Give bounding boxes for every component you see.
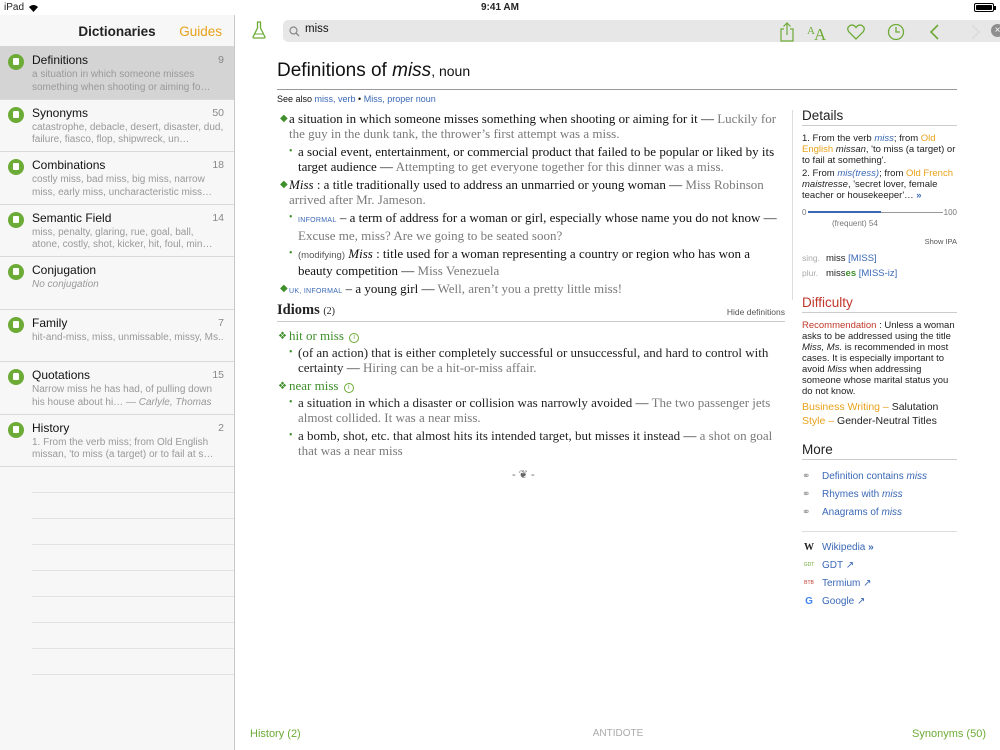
forward-arrow-icon[interactable] [964,21,988,43]
info-icon[interactable]: i [349,333,359,343]
definition-example: Excuse me, miss? Are we going to be seated soon? [298,228,563,243]
definition-example: Hiring can be a hit-or-miss affair. [362,360,537,375]
external-links [802,531,957,610]
frequency-fill [808,211,881,213]
sidebar-item-preview: No conjugation [32,279,99,290]
style-row[interactable] [802,414,957,428]
headword: miss [392,60,432,81]
frequency-max: 100 [943,208,957,217]
sidebar-item-count: 7 [218,316,224,329]
sidebar-item-family[interactable] [0,310,234,363]
definition-lead: Miss [348,246,373,261]
singular-label: sing. [802,253,820,263]
status-time: 9:41 AM [481,2,519,13]
etymology-2 [802,168,957,201]
style-label: Style – [802,415,838,427]
idiom-title[interactable] [277,328,787,343]
etym-text: 1. From the verb [802,133,875,144]
recommendation-text: when addressing someone whose marital status you do not know. [802,364,949,397]
sidebar-item-preview: catastrophe, debacle, desert, disaster, dud, failure, fiasco, flop, shipwreck, un… [32,121,224,145]
frequency-min: 0 [802,208,807,217]
sidebar-item-count: 18 [212,159,224,171]
book-icon [8,369,24,385]
idiom-text: near miss [289,378,339,393]
more-heading: More [802,444,957,460]
empty-row [32,519,234,545]
sidebar-item-history[interactable] [0,415,234,468]
usage-tag[interactable]: UK, INFORMAL [289,288,343,295]
sidebar-item-count: 2 [218,421,224,434]
dot-bullet-icon: • [289,347,293,358]
app-name: ANTIDOTE [592,728,644,739]
sidebar-item-label: Quotations [32,368,91,382]
book-icon [8,264,24,280]
show-ipa-button[interactable]: Show IPA [924,237,957,246]
recommendation-text: : Unless a woman asks to be addressed using the title [802,320,955,342]
link-suffix: ↗ [854,595,866,607]
business-writing-row[interactable] [802,400,957,414]
dot-bullet-icon: • [289,248,293,259]
title-divider [277,89,957,90]
empty-row [32,571,234,597]
link-suffix: ↗ [842,559,855,571]
idiom-definition[interactable] [286,395,787,425]
history-button[interactable]: History (2) [250,728,301,740]
empty-row [32,649,234,675]
hide-definitions-button[interactable]: Hide definitions [726,307,785,317]
book-icon [8,159,24,175]
sidebar-item-definitions[interactable] [0,47,234,100]
gdt-icon: GDT [803,561,815,568]
sidebar-item-label: Family [32,315,68,330]
sidebar-item-combinations[interactable] [0,152,234,205]
see-also [277,94,436,104]
difficulty-heading: Difficulty [802,297,957,313]
rhymes-with-link[interactable] [802,485,957,503]
style-value: Gender-Neutral Titles [837,415,937,427]
singular-word: miss [826,253,846,264]
diamond-bullet-icon: ◆ [280,113,288,124]
definitions-list [277,111,787,302]
book-icon [8,212,24,228]
book-icon [8,107,24,123]
termium-icon: BTB [804,579,814,586]
singular-row [802,251,957,266]
device-label: iPad [4,2,25,13]
google-link[interactable] [802,592,957,610]
frequency-label: (frequent) [832,219,867,228]
binoculars-icon: ⚭ [802,506,811,518]
sidebar-item-semantic-field[interactable] [0,205,234,258]
empty-row [32,493,234,519]
sidebar-item-preview [32,384,224,409]
empty-row [32,597,234,623]
sidebar-item-count: 50 [212,106,224,119]
end-ornament: - ❦ - [512,469,535,481]
definition-text: (of an action) that is either completely successful or unsuccessful, and hard to control with certainty — [298,345,769,375]
quotation-author: — Carlyle, Thomas [125,396,212,408]
share-icon[interactable] [775,21,799,43]
binoculars-icon: ⚭ [802,470,811,482]
dot-bullet-icon: • [289,397,293,408]
sidebar-item-preview: miss, penalty, glaring, rue, goal, ball, atone, costly, shot, kicker, hit, foul, min… [32,226,213,250]
frequency-value: 54 [868,219,878,228]
link-text: Anagrams of [822,506,882,518]
idioms-label: Idioms [277,302,320,318]
link-em: miss [906,470,928,482]
frequency-readout [832,218,878,229]
definition-example: Miss Venezuela [417,263,500,278]
idioms-list [277,328,787,461]
see-also-label: See also [277,94,315,104]
page-title [277,60,957,82]
empty-row [32,467,234,493]
link-text: Termium [822,577,861,589]
info-icon[interactable]: i [344,383,354,393]
sidebar-item-label: Semantic Field [32,210,112,225]
clock-icon[interactable] [884,21,908,43]
definition-example: a shot on goal that was a near miss [298,428,773,458]
sidebar-item-conjugation[interactable] [0,257,234,310]
difficulty-recommendation [802,320,957,397]
svg-text:A: A [814,25,827,41]
link-em: miss [881,506,903,518]
recommendation-label[interactable]: Recommendation [802,320,877,331]
usage-tag[interactable]: INFORMAL [298,217,337,224]
cross-bullet-icon: ❖ [278,331,287,342]
plural-suffix: es [845,268,857,279]
definition[interactable] [286,210,787,243]
sidebar-item-label: Definitions [32,53,89,67]
diamond-bullet-icon: ◆ [280,179,288,190]
definition-text: a social event, entertainment, or commercial product that failed to be popular or liked by its target audience — [298,144,775,174]
search-input[interactable] [305,23,705,35]
etym-language[interactable]: Old English [802,133,936,155]
definition-lead: Miss [289,177,314,192]
modifier-tag: (modifying) [298,250,345,261]
etym-text: , 'to miss (a target) or to fail at something'. [802,144,956,166]
status-bar [0,0,1000,15]
toolbar [236,15,1000,49]
sidebar-item-preview: 1. From the verb miss; from Old English missan, 'to miss (a target) or to fail at s… [32,436,214,460]
definition-text: a bomb, shot, etc. that almost hits its intended target, but misses it instead — [298,428,700,443]
link-suffix: ↗ [860,577,872,589]
see-also-separator: • [355,94,364,104]
see-also-link-verb[interactable]: miss, verb [314,94,356,104]
definition-example: Attempting to get everyone together for this dinner was a miss. [395,159,724,174]
etym-link[interactable]: miss [874,133,894,144]
etymology-1 [802,133,957,166]
definition-text: – a young girl — [342,281,438,296]
wikipedia-icon: W [804,541,814,553]
plural-stem: miss [826,268,846,279]
link-text: Definition contains [822,470,907,482]
back-arrow-icon[interactable] [922,21,946,43]
dot-bullet-icon: • [289,430,293,441]
clear-search-icon[interactable]: × [991,24,1000,37]
etym-text: , 'secret lover, female teacher or housekeeper'… [802,179,938,201]
definition-example: Miss Robinson arrived after Mr. Jameson. [289,177,764,207]
plural-label: plur. [802,268,819,278]
etym-word: maistresse [802,179,848,190]
idiom-definition[interactable] [286,428,787,458]
recommendation-text: is recommended in most cases. It is especially important to avoid [802,342,949,375]
business-writing-label: Business Writing – [802,401,892,413]
sidebar-item-count: 9 [218,54,224,66]
definition-text: a situation in which someone misses something when shooting or aiming for it — [289,111,718,126]
definition[interactable] [286,144,787,174]
etym-word: missan [833,144,866,155]
recommendation-em: Miss, Ms. [802,342,843,353]
sidebar-item-synonyms[interactable] [0,100,234,153]
idiom-definition[interactable] [286,345,787,375]
etym-language[interactable]: Old French [906,168,953,179]
idioms-heading [277,302,785,319]
search-icon [289,24,300,42]
book-icon [8,422,24,438]
gdt-link[interactable] [802,556,957,574]
sidebar [0,15,235,750]
sidebar-header [0,15,234,47]
sidebar-item-label: Combinations [32,158,106,172]
sidebar-item-label: Synonyms [32,105,89,120]
bottom-bar [236,722,1000,750]
book-icon [8,54,24,70]
quotation-preview-text: Narrow miss he has had, of pulling down his house about hi… [32,384,213,408]
dot-bullet-icon: • [289,212,293,223]
frequency-gauge [802,207,957,233]
book-icon [8,317,24,333]
side-panel [802,110,957,610]
google-icon: G [805,595,813,607]
see-also-link-proper-noun[interactable]: Miss, proper noun [363,94,436,104]
definition-example: Luckily for the guy in the dunk tank, the thrower’s first attempt was a miss. [289,111,777,141]
empty-row [32,545,234,571]
flask-icon[interactable] [252,21,266,44]
definition[interactable] [286,246,787,278]
sidebar-item-quotations[interactable] [0,362,234,415]
diamond-bullet-icon: ◆ [280,283,288,294]
link-text: Google [822,595,855,607]
sidebar-item-preview: hit-and-miss, miss, unmissable, missy, Ms.. [32,331,224,343]
battery-icon [974,3,994,12]
main-content [277,60,957,607]
inflections [802,251,957,281]
part-of-speech: , noun [431,63,471,79]
definition-example: The two passenger jets almost collided. It was a near miss. [298,395,771,425]
termium-link[interactable] [802,574,957,592]
link-suffix: » [865,541,874,553]
singular-ipa[interactable]: [MISS] [848,253,877,264]
definition[interactable] [277,111,787,141]
empty-row [32,623,234,649]
idioms-divider [277,321,785,322]
idioms-count: (2) [323,306,336,317]
idiom-text: hit or miss [289,328,344,343]
binoculars-icon: ⚭ [802,488,811,500]
link-em: miss [882,488,903,500]
link-text: Rhymes with [822,488,883,500]
panel-divider [792,110,793,300]
definition[interactable] [277,177,787,207]
business-writing-value: Salutation [891,401,939,413]
sidebar-item-label: Conjugation [32,263,97,277]
sidebar-item-count: 15 [212,369,224,381]
link-text: GDT [822,559,843,571]
wikipedia-link[interactable] [802,538,957,556]
dot-bullet-icon: • [289,146,293,157]
recommendation-em: Miss [827,364,847,375]
etym-link[interactable]: mis(tress) [837,168,880,179]
etym-more-button[interactable]: » [916,190,922,201]
text-size-icon[interactable] [806,21,830,43]
sidebar-item-count: 14 [212,211,224,224]
title-prefix: Definitions of [277,60,393,81]
etym-text: 2. From [802,168,838,179]
definition-text: a situation in which a disaster or collision was narrowly avoided — [298,395,652,410]
guides-button[interactable]: Guides [179,24,222,39]
sidebar-item-label: History [32,420,70,435]
link-text: Wikipedia [822,541,866,553]
definition-contains-link[interactable] [802,467,957,485]
definition-text: : a title traditionally used to address an unmarried or young woman — [313,177,686,192]
anagrams-of-link[interactable] [802,503,957,521]
plural-ipa[interactable]: [MISS-iz] [858,268,898,279]
definition[interactable] [277,281,787,299]
sidebar-title: Dictionaries [78,24,156,39]
synonyms-button[interactable]: Synonyms (50) [912,728,986,740]
etym-text: ; from [893,133,921,144]
definition-text: – a term of address for a woman or girl, especially whose name you do not know — [336,210,777,225]
sidebar-item-preview: costly miss, bad miss, big miss, narrow miss, early miss, uncharacteristic miss… [32,174,213,198]
sidebar-item-preview: a situation in which someone misses something when shooting or aiming fo… [32,69,211,93]
details-heading: Details [802,110,957,126]
cross-bullet-icon: ❖ [278,381,287,392]
svg-text:A: A [807,25,815,37]
plural-row [802,266,957,281]
definition-text: : title used for a woman representing a country or region who has won a beauty competition — [298,246,751,278]
etym-text: ; from [879,168,906,179]
definition-example: Well, aren’t you a pretty little miss! [437,281,623,296]
heart-icon[interactable] [844,21,868,43]
idiom-title[interactable] [277,378,787,393]
